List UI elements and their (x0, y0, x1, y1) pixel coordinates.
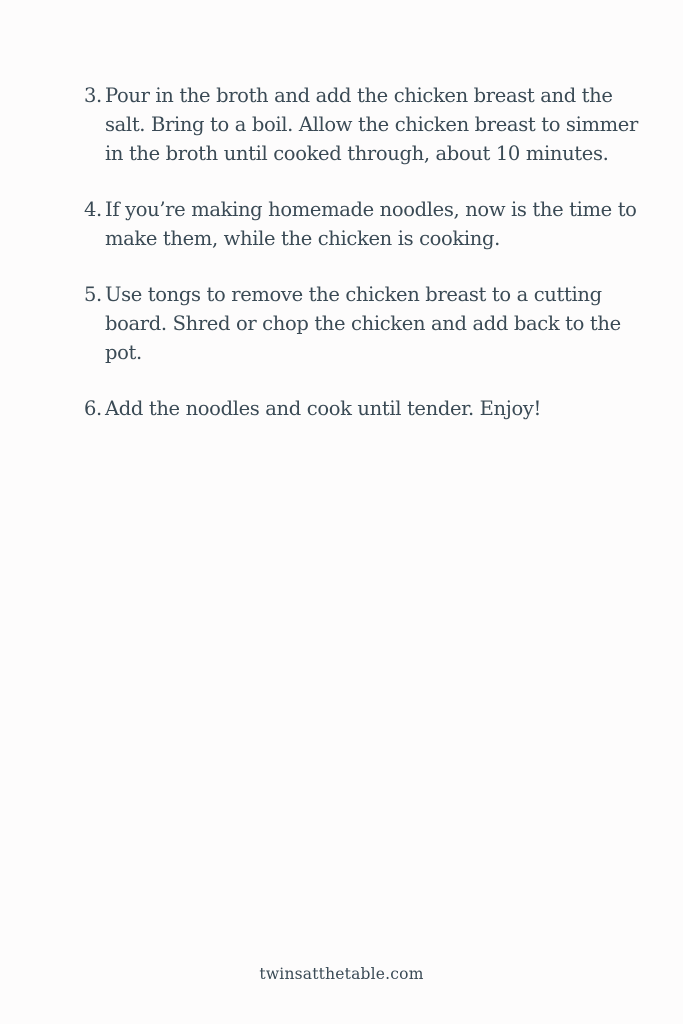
recipe-step (84, 280, 644, 367)
step-text: If you’re making homemade noodles, now is the time to make them, while the chicken is cooking. (105, 198, 637, 250)
recipe-steps-list (84, 81, 644, 450)
step-text: Pour in the broth and add the chicken breast and the salt. Bring to a boil. Allow the chicken breast to simmer in the broth until cooked through, about 10 minutes. (105, 84, 638, 165)
step-number: 4. (84, 198, 102, 221)
step-number: 6. (84, 397, 102, 420)
step-text: Add the noodles and cook until tender. Enjoy! (105, 397, 542, 420)
site-footer-url: twinsatthetable.com (259, 965, 424, 983)
recipe-step (84, 394, 644, 423)
recipe-step (84, 195, 644, 253)
step-number: 5. (84, 283, 102, 306)
step-text: Use tongs to remove the chicken breast to a cutting board. Shred or chop the chicken and add back to the pot. (105, 283, 621, 364)
step-number: 3. (84, 84, 102, 107)
recipe-step (84, 81, 644, 168)
